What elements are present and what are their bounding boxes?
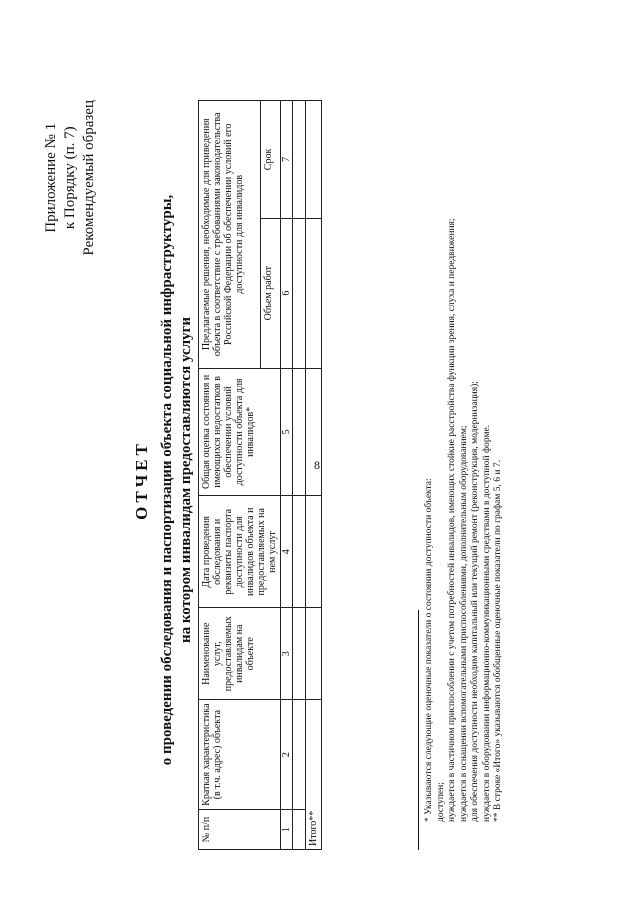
appendix-block (42, 100, 99, 256)
table-row (293, 101, 306, 850)
column-number: 6 (281, 218, 293, 368)
header-object-characteristic: Краткая характеристика (в т.ч. адрес) объекта (199, 700, 281, 810)
table-cell (293, 810, 306, 850)
footnote-1: * Указываются следующие оценочные показатели о состоянии доступности объекта: (424, 478, 434, 822)
footnote-item: нуждается в оснащении вспомогательными приспособлениями, дополнительным оборудованием; (458, 425, 469, 822)
table-cell (306, 368, 322, 496)
table-cell (306, 101, 322, 219)
column-number: 7 (281, 101, 293, 219)
footnote-item: доступен; (435, 782, 446, 822)
subtitle-line-2: на котором инвалидам предоставляются услуги (178, 316, 194, 644)
footnote-2: ** В строке «Итого» указываются обобщенные оценочные показатели по графам 5, 6 и 7. (493, 460, 503, 822)
appendix-line-2: к Порядку (п. 7) (62, 126, 78, 230)
report-table (198, 100, 322, 850)
footnotes (418, 110, 505, 850)
report-title: ОТЧЕТ (132, 440, 151, 520)
appendix-line-1: Приложение № 1 (43, 122, 59, 233)
table-cell (306, 218, 322, 368)
column-number: 3 (281, 608, 293, 700)
table-cell (306, 496, 322, 608)
header-deadline: Срок (260, 101, 280, 219)
footnote-item: для обеспечения доступности необходим капитальный или текущий ремонт (реконструкция, модернизация); (470, 381, 480, 822)
header-row (199, 101, 261, 850)
footnote-separator (418, 610, 419, 850)
table-cell (293, 496, 306, 608)
table-cell (293, 700, 306, 810)
table-cell (306, 608, 322, 700)
subtitle-line-1: о проведении обследования и паспортизации объекта социальной инфраструктуры, (159, 194, 175, 766)
column-numbers-row (281, 101, 293, 850)
column-number: 5 (281, 368, 293, 496)
header-survey-date: Дата проведения обследования и реквизиты паспорта доступности для инвалидов объекта и предоставляемых на нем услуг (199, 496, 281, 608)
footnote-item: нуждается в оборудовании информационно-коммуникационными средствами в доступной форме. (481, 424, 492, 822)
column-number: 4 (281, 496, 293, 608)
column-number: 2 (281, 700, 293, 810)
table-cell (293, 368, 306, 496)
header-assessment: Общая оценка состояния и имеющихся недостатков в обеспечении условий доступности объекта для инвалидов* (199, 368, 281, 496)
table-cell (293, 218, 306, 368)
report-subtitle (158, 70, 196, 890)
footnote-item: нуждается в частичном приспособлении с учетом потребностей инвалидов, имеющих стойкие расстройства функции зрения, слуха и передвижения; (447, 218, 457, 822)
header-work-volume: Объем работ (260, 218, 280, 368)
table-cell (293, 608, 306, 700)
column-number: 1 (281, 810, 293, 850)
table-cell (293, 101, 306, 219)
appendix-line-3: Рекомендуемый образец (81, 100, 97, 256)
page-number: 8 (314, 458, 320, 472)
report-sheet (20, 70, 620, 890)
header-proposed-solutions: Предлагаемые решения, необходимые для приведения объекта в соответствие с требованиями законодательства Российской Федерации об обеспечении условий его доступности для инвалидов (199, 101, 261, 369)
total-row (306, 101, 322, 850)
total-label: Итого** (306, 700, 322, 850)
header-services: Наименование услуг, предоставляемых инвалидам на объекте (199, 608, 281, 700)
header-number: № п/п (199, 810, 281, 850)
